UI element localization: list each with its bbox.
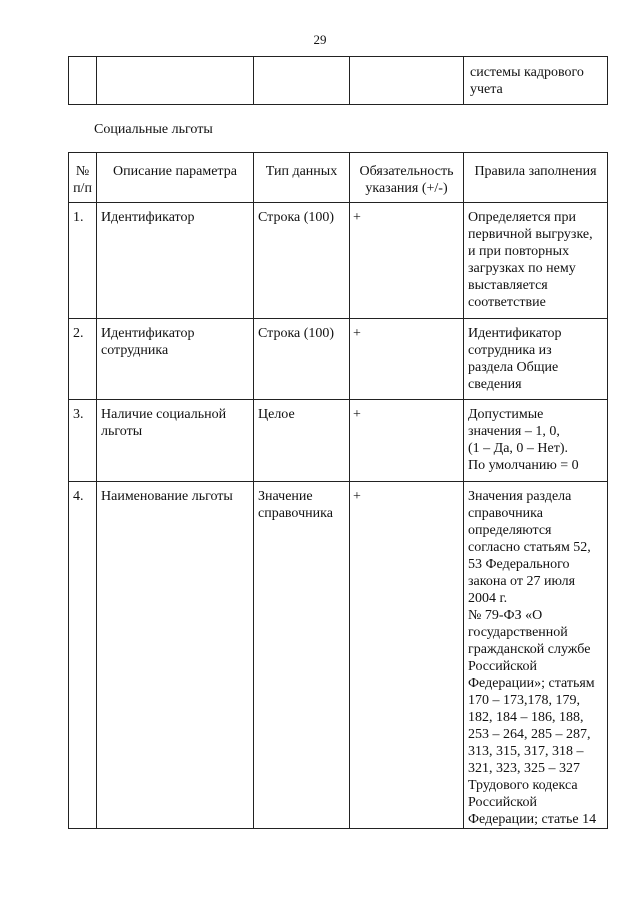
text-line: гражданской службе bbox=[468, 642, 591, 657]
text-line: первичной выгрузке, bbox=[468, 227, 593, 242]
text-line: сотрудника bbox=[101, 343, 169, 358]
text-line: согласно статьям 52, bbox=[468, 540, 591, 555]
cell-description bbox=[97, 482, 254, 829]
cell-rules bbox=[464, 482, 608, 829]
header-line: п/п bbox=[73, 181, 92, 196]
text-line: сотрудника из bbox=[468, 343, 552, 358]
table-row bbox=[69, 400, 608, 482]
cell-description bbox=[97, 400, 254, 482]
text-line: государственной bbox=[468, 625, 568, 640]
text-line: Российской bbox=[468, 659, 537, 674]
header-line: № bbox=[75, 164, 90, 179]
cell-description bbox=[97, 57, 254, 105]
text-line: Федерации»; статьям bbox=[468, 676, 595, 691]
text-line: 182, 184 – 186, 188, bbox=[468, 710, 584, 725]
cell-description bbox=[97, 203, 254, 319]
table-row bbox=[69, 482, 608, 829]
cell-num: 3. bbox=[69, 400, 97, 482]
header-rules bbox=[464, 153, 608, 203]
cell-required: + bbox=[350, 482, 464, 829]
text-line: Федерации; статье 14 bbox=[468, 812, 597, 827]
text-line: закона от 27 июля bbox=[468, 574, 576, 589]
text-line: Наличие социальной bbox=[101, 407, 227, 422]
header-required bbox=[350, 153, 464, 203]
text-line: льготы bbox=[101, 424, 143, 439]
text-line: Российской bbox=[468, 795, 537, 810]
header-description bbox=[97, 153, 254, 203]
header-row bbox=[69, 153, 608, 203]
text-line: Строка (100) bbox=[258, 210, 335, 225]
cell-num: 2. bbox=[69, 319, 97, 400]
header-line: Тип данных bbox=[265, 164, 338, 179]
text-line: справочника bbox=[468, 506, 543, 521]
header-num bbox=[69, 153, 97, 203]
text-line: сведения bbox=[468, 377, 522, 392]
cell-required: + bbox=[350, 319, 464, 400]
text-line: Целое bbox=[258, 407, 295, 422]
header-type bbox=[254, 153, 350, 203]
header-line: Описание параметра bbox=[113, 164, 237, 179]
cell-type bbox=[254, 400, 350, 482]
parameters-table bbox=[68, 152, 608, 829]
cell-type bbox=[254, 57, 350, 105]
text-line: Строка (100) bbox=[258, 326, 335, 341]
cell-type bbox=[254, 203, 350, 319]
text-line: (1 – Да, 0 – Нет). bbox=[468, 441, 569, 456]
cell-rules bbox=[464, 57, 608, 105]
text-line: Допустимые bbox=[468, 407, 544, 422]
cell-required: + bbox=[350, 400, 464, 482]
text-line: загрузках по нему bbox=[468, 261, 576, 276]
continuation-table bbox=[68, 56, 608, 105]
cell-rules bbox=[464, 319, 608, 400]
header-line: указания (+/-) bbox=[365, 181, 448, 196]
text-line: 2004 г. bbox=[468, 591, 508, 606]
text-line: и при повторных bbox=[468, 244, 570, 259]
text-line: Идентификатор bbox=[468, 326, 562, 341]
cell-type bbox=[254, 319, 350, 400]
page-number: 29 bbox=[313, 32, 327, 47]
text-line: Значения раздела bbox=[468, 489, 572, 504]
section-title: Социальные льготы bbox=[94, 122, 213, 137]
text-line: соответствие bbox=[468, 295, 546, 310]
text-line: Значение bbox=[258, 489, 313, 504]
text-line: учета bbox=[470, 82, 503, 97]
cell-rules bbox=[464, 400, 608, 482]
text-line: Определяется при bbox=[468, 210, 577, 225]
text-line: определяются bbox=[468, 523, 552, 538]
text-line: раздела Общие bbox=[468, 360, 559, 375]
cell-rules bbox=[464, 203, 608, 319]
cell-text bbox=[464, 57, 607, 98]
cell-num: 4. bbox=[69, 482, 97, 829]
text-line: справочника bbox=[258, 506, 333, 521]
text-line: 170 – 173,178, 179, bbox=[468, 693, 580, 708]
text-line: По умолчанию = 0 bbox=[468, 458, 579, 473]
text-line: 313, 315, 317, 318 – bbox=[468, 744, 584, 759]
cell-required: + bbox=[350, 203, 464, 319]
text-line: Наименование льготы bbox=[101, 489, 233, 504]
text-line: Идентификатор bbox=[101, 326, 195, 341]
table-row bbox=[69, 203, 608, 319]
cell-num: 1. bbox=[69, 203, 97, 319]
text-line: Идентификатор bbox=[101, 210, 195, 225]
text-line: 53 Федерального bbox=[468, 557, 570, 572]
text-line: № 79-ФЗ «О bbox=[468, 608, 543, 623]
text-line: системы кадрового bbox=[470, 65, 584, 80]
cell-num bbox=[69, 57, 97, 105]
text-line: Трудового кодекса bbox=[468, 778, 578, 793]
text-line: 253 – 264, 285 – 287, bbox=[468, 727, 591, 742]
cell-description bbox=[97, 319, 254, 400]
text-line: значения – 1, 0, bbox=[468, 424, 560, 439]
header-line: Правила заполнения bbox=[474, 164, 597, 179]
text-line: 321, 323, 325 – 327 bbox=[468, 761, 580, 776]
table-row bbox=[69, 319, 608, 400]
continuation-row bbox=[69, 57, 608, 105]
cell-type bbox=[254, 482, 350, 829]
text-line: выставляется bbox=[468, 278, 548, 293]
cell-required bbox=[350, 57, 464, 105]
header-line: Обязательность bbox=[359, 164, 454, 179]
